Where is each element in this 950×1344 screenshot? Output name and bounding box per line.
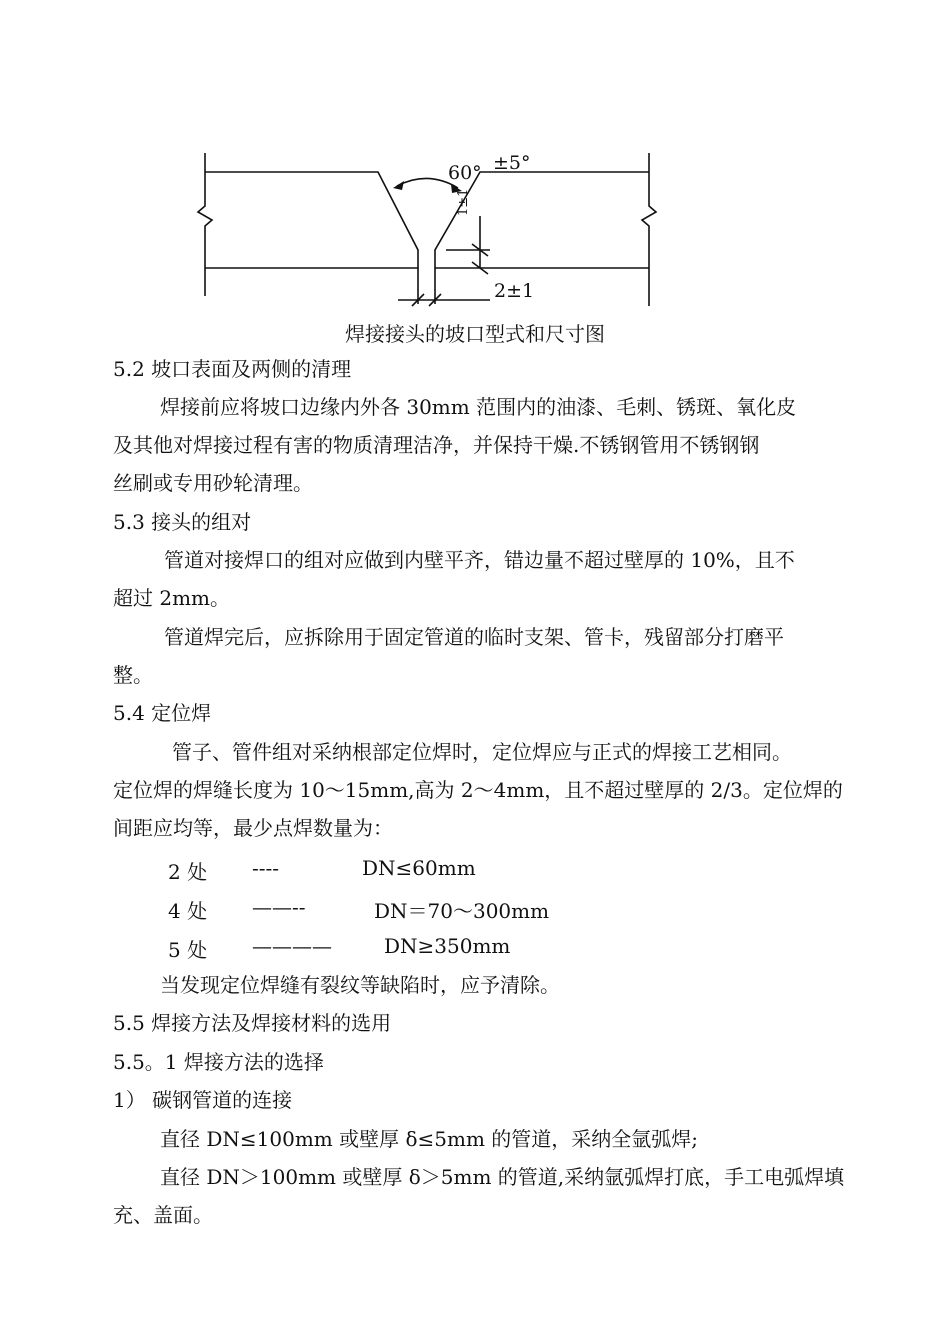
gap-label: 2±1 — [494, 280, 535, 302]
left-edge-line — [198, 153, 212, 296]
section-5-4-heading: 5.4 定位焊 — [113, 701, 212, 725]
paragraph-line: 管子、管件组对采纳根部定位焊时，定位焊应与正式的焊接工艺相同。 — [172, 740, 792, 764]
paragraph-line: 及其他对焊接过程有害的物质清理洁净，并保持干燥.不锈钢管用不锈钢钢 — [113, 433, 760, 457]
section-5-3-heading: 5.3 接头的组对 — [113, 510, 252, 534]
spot-weld-range: DN＝70～300mm — [374, 899, 550, 923]
item-1-heading: 1） 碳钢管道的连接 — [113, 1088, 293, 1112]
paragraph-line: 直径 DN≤100mm 或壁厚 δ≤5mm 的管道，采纳全氩弧焊; — [160, 1127, 699, 1151]
spot-weld-dash: ---- — [252, 856, 280, 880]
spot-weld-range: DN≥350mm — [384, 934, 511, 958]
paragraph-line: 定位焊的焊缝长度为 10～15mm,高为 2～4mm，且不超过壁厚的 2/3。定位焊的 — [113, 778, 843, 802]
paragraph-line: 焊接前应将坡口边缘内外各 30mm 范围内的油漆、毛刺、锈斑、氧化皮 — [160, 395, 797, 419]
paragraph-line: 管道对接焊口的组对应做到内壁平齐，错边量不超过壁厚的 10%，且不 — [164, 548, 795, 572]
right-plate-outline — [435, 172, 649, 268]
spot-weld-count: 4 处 — [168, 899, 208, 923]
paragraph-line: 直径 DN＞100mm 或壁厚 δ＞5mm 的管道,采纳氩弧焊打底，手工电弧焊填 — [160, 1165, 845, 1189]
spot-weld-dash: ——-- — [252, 895, 306, 919]
section-5-2-heading: 5.2 坡口表面及两侧的清理 — [113, 357, 352, 381]
spot-weld-dash: ———— — [252, 934, 332, 958]
spot-weld-count: 5 处 — [168, 938, 208, 962]
paragraph-line: 整。 — [113, 663, 153, 687]
spot-weld-range: DN≤60mm — [362, 856, 476, 880]
paragraph-line: 管道焊完后，应拆除用于固定管道的临时支架、管卡，残留部分打磨平 — [164, 625, 784, 649]
spot-weld-count: 2 处 — [168, 860, 208, 884]
groove-drawing — [190, 148, 670, 313]
groove-diagram — [190, 148, 670, 313]
left-plate-outline — [205, 172, 418, 268]
section-5-5-heading: 5.5 焊接方法及焊接材料的选用 — [113, 1011, 392, 1035]
angle-tolerance-label: ±5° — [493, 152, 531, 174]
angle-label: 60° — [448, 162, 482, 184]
paragraph-line: 超过 2mm。 — [113, 586, 231, 610]
paragraph-line: 丝刷或专用砂轮清理。 — [113, 471, 313, 495]
figure-caption: 焊接接头的坡口型式和尺寸图 — [345, 322, 605, 346]
paragraph-line: 间距应均等，最少点焊数量为： — [113, 816, 393, 840]
paragraph-line: 当发现定位焊缝有裂纹等缺陷时，应予清除。 — [160, 973, 560, 997]
section-5-5-1-heading: 5.5。1 焊接方法的选择 — [113, 1050, 324, 1074]
paragraph-line: 充、盖面。 — [113, 1203, 213, 1227]
right-edge-line — [642, 153, 656, 306]
root-face-label: 1±1 — [456, 188, 471, 216]
